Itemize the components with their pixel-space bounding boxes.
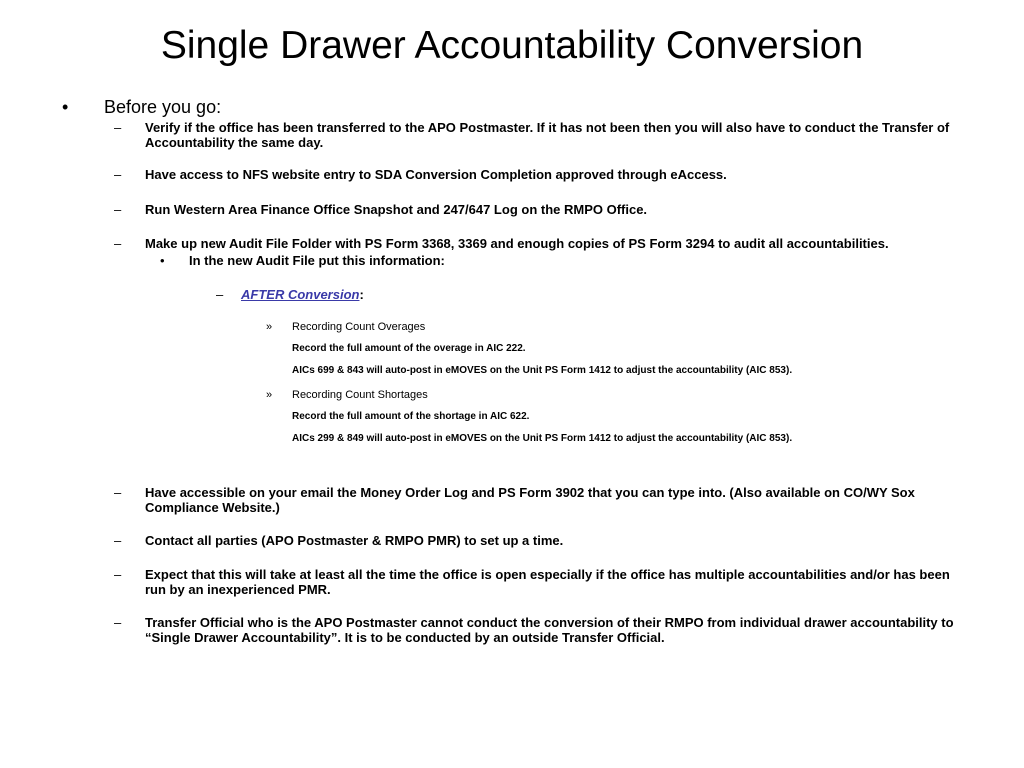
item-text: Expect that this will take at least all the time the office is open especially if the office has multiple accountabilities and/or has been run by an inexperienced PMR. [145,567,950,597]
after-conversion-item [216,287,364,302]
raquo-marker: » [266,389,273,401]
overages-line-1: Record the full amount of the overage in AIC 222. [292,343,526,354]
slide-title: Single Drawer Accountability Conversion [160,24,864,67]
shortages-line-2: AICs 299 & 849 will auto-post in eMOVES on the Unit PS Form 1412 to adjust the accountability (AIC 853). [292,433,793,444]
item-text: Have access to NFS website entry to SDA Conversion Completion approved through eAccess. [145,167,727,182]
after-conversion-suffix: : [359,287,364,302]
item-text: Transfer Official who is the APO Postmaster cannot conduct the conversion of their RMPO from individual drawer accountability to “Single Drawer Accountability”. It is to be conducted by an outside Transfer Official. [145,615,954,645]
shortages-line-1: Record the full amount of the shortage in AIC 622. [292,411,530,422]
item-text: Verify if the office has been transferred to the APO Postmaster. If it has not been then you will also have to conduct the Transfer of Accountability the same day. [145,120,950,150]
list-item [114,202,964,217]
list-item [114,236,964,251]
list-item [114,485,964,515]
dash-marker: – [114,120,122,135]
item-text: Contact all parties (APO Postmaster & RMPO PMR) to set up a time. [145,533,564,548]
item-text [241,287,364,302]
dash-marker: – [114,485,122,500]
dash-marker: – [114,615,122,630]
bullet-text: Before you go: [104,97,222,117]
after-conversion-link[interactable]: AFTER Conversion [241,287,360,302]
item-text: Make up new Audit File Folder with PS Form 3368, 3369 and enough copies of PS Form 3294 to audit all accountabilities. [145,236,889,251]
item-text: Recording Count Overages [292,321,426,333]
overages-item [266,321,425,334]
bullet-marker: • [160,253,165,268]
list-item [114,533,964,548]
item-text: Have accessible on your email the Money Order Log and PS Form 3902 that you can type into. (Also available on CO/WY Sox Compliance Website.) [145,485,915,515]
bullet-before-you-go [0,97,221,118]
dash-marker: – [114,167,122,182]
dash-marker: – [114,202,122,217]
item-text: Run Western Area Finance Office Snapshot and 247/647 Log on the RMPO Office. [145,202,648,217]
list-item [114,120,964,150]
item-text: Recording Count Shortages [292,389,428,401]
dash-marker: – [216,287,224,302]
list-item [114,167,964,182]
overages-line-2: AICs 699 & 843 will auto-post in eMOVES on the Unit PS Form 1412 to adjust the accountability (AIC 853). [292,365,793,376]
shortages-item [266,389,428,402]
dash-marker: – [114,236,122,251]
raquo-marker: » [266,321,273,333]
dash-marker: – [114,533,122,548]
dash-marker: – [114,567,122,582]
list-item [114,615,964,645]
audit-file-item [160,253,445,268]
bullet-marker: • [62,97,69,117]
item-text: In the new Audit File put this information: [189,253,445,268]
list-item [114,567,964,597]
